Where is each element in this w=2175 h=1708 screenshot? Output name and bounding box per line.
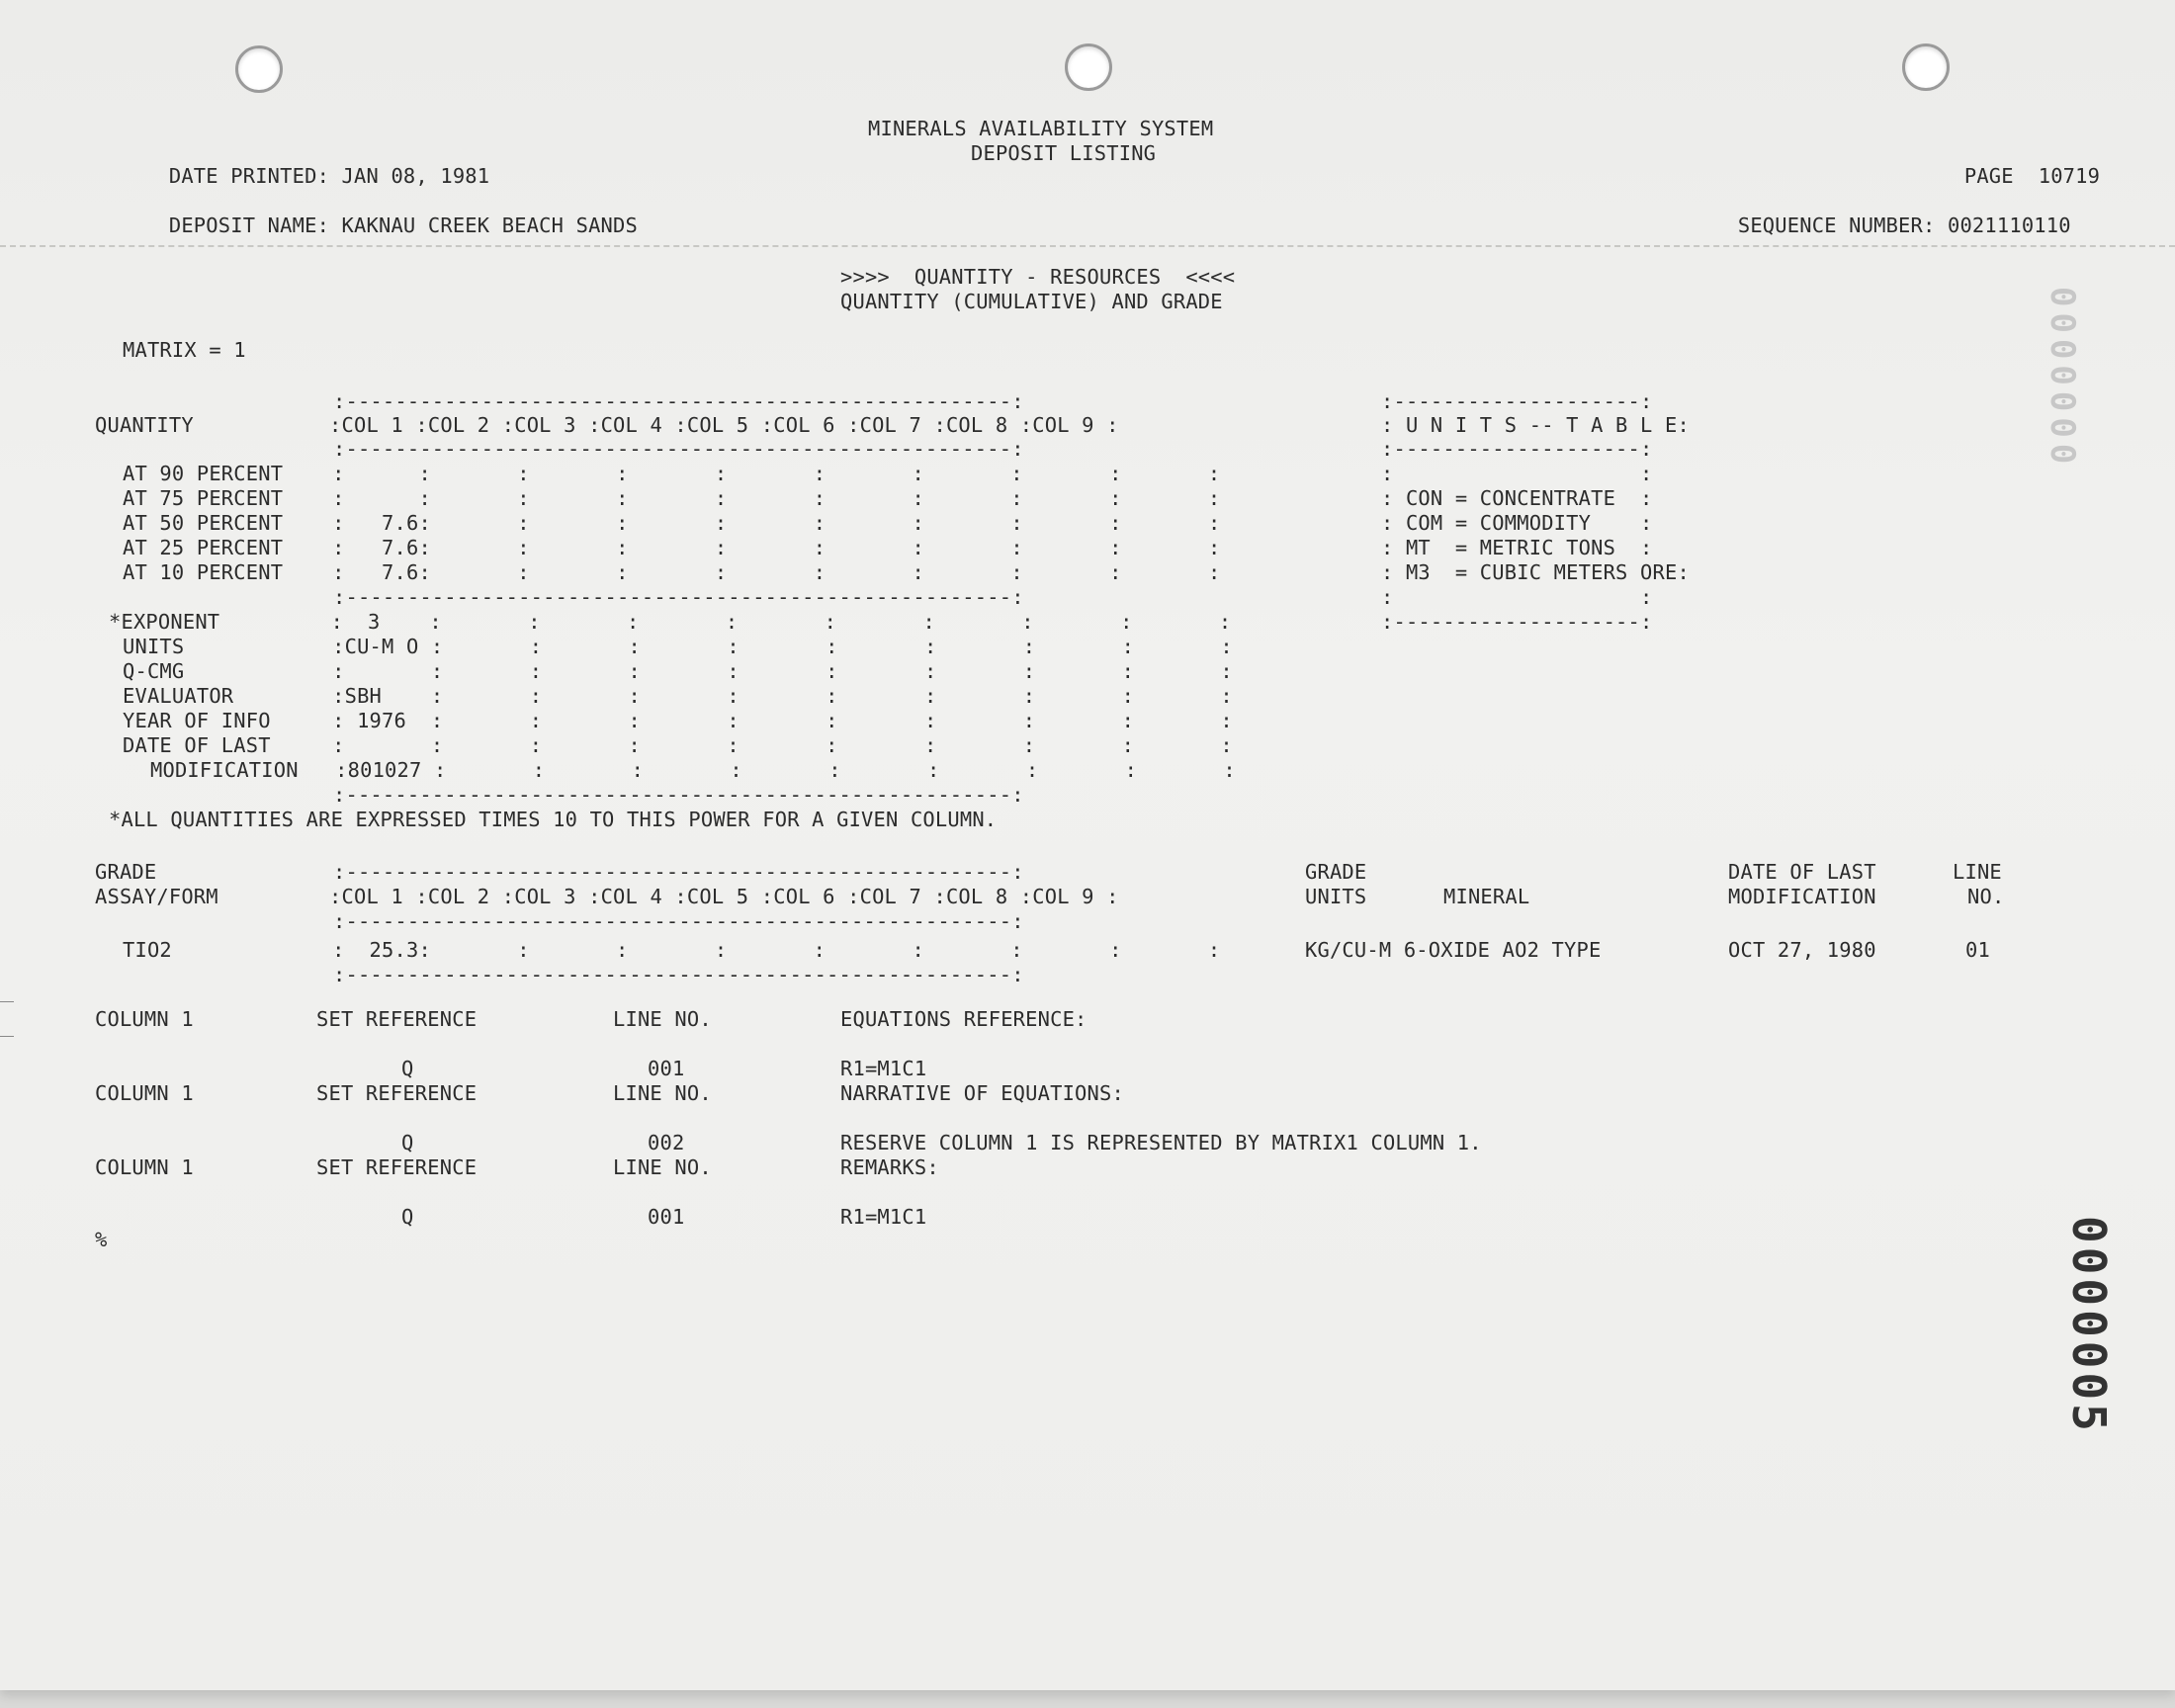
- units-label: UNITS: [1305, 885, 1367, 908]
- section-subtitle: QUANTITY (CUMULATIVE) AND GRADE: [840, 290, 1223, 313]
- attribute-value: 3: [368, 610, 381, 634]
- end-of-listing-mark: %: [95, 1228, 108, 1251]
- grade-rule: :------------------------------------------------------:: [333, 963, 1024, 986]
- grade-row: TIO2 : 25.3: : : : : : : : :: [123, 938, 1221, 962]
- assay-form-label: ASSAY/FORM: [95, 885, 218, 908]
- grade-rule: :------------------------------------------------------:: [333, 909, 1024, 933]
- modification-date: OCT 27, 1980: [1728, 938, 1876, 962]
- set-reference-value: Q: [401, 1057, 414, 1080]
- attribute-value: CU-M O: [344, 635, 419, 658]
- reference-column: COLUMN 1: [95, 1007, 194, 1031]
- line-no-value: 001: [648, 1205, 685, 1229]
- column-header-8: COL 8: [945, 413, 1008, 437]
- line-no-label: LINE NO.: [613, 1081, 712, 1105]
- attribute-value: 1976: [357, 709, 406, 732]
- left-edge-mark: [0, 1001, 14, 1002]
- reference-column: COLUMN 1: [95, 1155, 194, 1179]
- units-entry-text: COM = COMMODITY: [1405, 511, 1592, 535]
- grade-column-header-9: COL 9: [1032, 885, 1094, 908]
- row-label: AT 90 PERCENT: [123, 462, 284, 485]
- attribute-value: SBH: [344, 684, 383, 708]
- page-stamp: 0000005: [2062, 1216, 2116, 1435]
- attribute-row: UNITS :CU-M O : : : : : : : : :: [123, 635, 1233, 658]
- attribute-label: *EXPONENT: [109, 610, 220, 634]
- line-no-value: 002: [648, 1131, 685, 1154]
- quantity-row: AT 75 PERCENT : : : : : : : : : :: [123, 486, 1221, 510]
- attribute-label: Q-CMG: [123, 659, 185, 683]
- faint-page-stamp: 0000000: [2043, 287, 2082, 470]
- line-number: 01: [1965, 938, 1990, 962]
- system-title: MINERALS AVAILABILITY SYSTEM: [868, 117, 1214, 140]
- units-entry-text: M3 = CUBIC METERS ORE: [1405, 560, 1678, 584]
- line-no-label: LINE NO.: [613, 1007, 712, 1031]
- grade-column-header-7: COL 7: [859, 885, 921, 908]
- set-reference-value: Q: [401, 1205, 414, 1229]
- table-rule: :------------------------------------------------------:: [333, 585, 1024, 609]
- binder-hole-center: [1065, 43, 1112, 91]
- attribute-value: 801027: [347, 758, 422, 782]
- reference-column: COLUMN 1: [95, 1081, 194, 1105]
- attribute-label: MODIFICATION: [150, 758, 299, 782]
- grade-rule: :------------------------------------------------------:: [333, 860, 1024, 884]
- column-header-3: COL 3: [514, 413, 576, 437]
- grade-label: GRADE: [95, 860, 157, 884]
- grade-column-header-5: COL 5: [686, 885, 749, 908]
- set-reference-label: SET REFERENCE: [316, 1007, 478, 1031]
- set-reference-value: Q: [401, 1131, 414, 1154]
- units-entry: : MT = METRIC TONS :: [1381, 536, 1653, 559]
- date-printed: JAN 08, 1981: [341, 164, 490, 188]
- grade-column-header-6: COL 6: [773, 885, 835, 908]
- reference-text: R1=M1C1: [840, 1205, 927, 1229]
- units-blank-row: : :: [1381, 585, 1653, 609]
- table-rule: :------------------------------------------------------:: [333, 783, 1024, 807]
- set-reference-label: SET REFERENCE: [316, 1155, 478, 1179]
- quantity-header-row: QUANTITY :COL 1 :COL 2 :COL 3 :COL 4 :COL 5 :COL 6 :COL 7 :COL 8 :COL 9 :: [95, 413, 1119, 437]
- set-reference-label: SET REFERENCE: [316, 1081, 478, 1105]
- row-label: AT 10 PERCENT: [123, 560, 284, 584]
- grade-column-header-1: COL 1: [341, 885, 403, 908]
- line-no-label: LINE NO.: [613, 1155, 712, 1179]
- attribute-row: DATE OF LAST : : : : : : : : : :: [123, 733, 1233, 757]
- row-label: AT 75 PERCENT: [123, 486, 284, 510]
- grade-units-label: GRADE: [1305, 860, 1367, 884]
- row-label: AT 25 PERCENT: [123, 536, 284, 559]
- quantity-row: AT 90 PERCENT : : : : : : : : : :: [123, 462, 1221, 485]
- attribute-row: Q-CMG : : : : : : : : : :: [123, 659, 1233, 683]
- grade-col1-value: 25.3: [369, 938, 419, 962]
- units-entry-text: CON = CONCENTRATE: [1405, 486, 1616, 510]
- sequence-label: SEQUENCE NUMBER:: [1737, 214, 1936, 237]
- grade-column-header-4: COL 4: [600, 885, 662, 908]
- column-header-9: COL 9: [1032, 413, 1094, 437]
- listing-title: DEPOSIT LISTING: [971, 141, 1157, 165]
- table-rule: :------------------------------------------------------:: [333, 389, 1024, 413]
- units-entry: : M3 = CUBIC METERS ORE:: [1381, 560, 1690, 584]
- reference-heading: EQUATIONS REFERENCE:: [840, 1007, 1088, 1031]
- mineral: 6-OXIDE AO2 TYPE: [1403, 938, 1602, 962]
- col1-value: 7.6: [382, 560, 419, 584]
- section-title: >>>> QUANTITY - RESOURCES <<<<: [840, 265, 1236, 289]
- matrix-label: MATRIX = 1: [123, 338, 246, 362]
- grade-column-header-3: COL 3: [514, 885, 576, 908]
- column-header-5: COL 5: [686, 413, 749, 437]
- exponent-footnote: *ALL QUANTITIES ARE EXPRESSED TIMES 10 TO THIS POWER FOR A GIVEN COLUMN.: [109, 808, 998, 831]
- reference-heading: REMARKS:: [840, 1155, 939, 1179]
- date-of-last-label: DATE OF LAST: [1728, 860, 1876, 884]
- quantity-label: QUANTITY: [95, 413, 194, 437]
- attribute-row: *EXPONENT : 3 : : : : : : : : :: [109, 610, 1232, 634]
- page-label: PAGE: [1963, 164, 2014, 188]
- units-rule: :--------------------:: [1381, 389, 1653, 413]
- quantity-row: AT 10 PERCENT : 7.6: : : : : : : : :: [123, 560, 1221, 584]
- binder-hole-left: [235, 45, 283, 93]
- col1-value: 7.6: [382, 511, 419, 535]
- line-label: LINE: [1953, 860, 2002, 884]
- units-rule: :--------------------:: [1381, 437, 1653, 461]
- units-entry-text: MT = METRIC TONS: [1405, 536, 1616, 559]
- attribute-row: MODIFICATION :801027 : : : : : : : : :: [150, 758, 1236, 782]
- binder-hole-right: [1902, 43, 1950, 91]
- sequence-number: 0021110110: [1947, 214, 2071, 237]
- table-rule: :------------------------------------------------------:: [333, 437, 1024, 461]
- grade-column-header-8: COL 8: [945, 885, 1008, 908]
- deposit-name: KAKNAU CREEK BEACH SANDS: [341, 214, 638, 237]
- modification-label: MODIFICATION: [1728, 885, 1876, 908]
- column-header-7: COL 7: [859, 413, 921, 437]
- column-header-1: COL 1: [341, 413, 403, 437]
- attribute-label: UNITS: [123, 635, 185, 658]
- col1-value: 7.6: [382, 536, 419, 559]
- attribute-row: YEAR OF INFO : 1976 : : : : : : : : :: [123, 709, 1233, 732]
- units-entry: : CON = CONCENTRATE :: [1381, 486, 1653, 510]
- row-label: AT 50 PERCENT: [123, 511, 284, 535]
- mineral-label: MINERAL: [1443, 885, 1530, 908]
- quantity-row: AT 50 PERCENT : 7.6: : : : : : : : :: [123, 511, 1221, 535]
- line-no-value: 001: [648, 1057, 685, 1080]
- page-number: 10719: [2038, 164, 2101, 188]
- line-no-label: NO.: [1967, 885, 2005, 908]
- grade-detail: [1305, 938, 1601, 963]
- column-header-4: COL 4: [600, 413, 662, 437]
- units-blank-row: : :: [1381, 462, 1653, 485]
- attribute-label: DATE OF LAST: [123, 733, 271, 757]
- left-edge-mark: [0, 1036, 14, 1037]
- attribute-label: YEAR OF INFO: [123, 709, 271, 732]
- attribute-label: EVALUATOR: [123, 684, 234, 708]
- quantity-row: AT 25 PERCENT : 7.6: : : : : : : : :: [123, 536, 1221, 559]
- reference-text: RESERVE COLUMN 1 IS REPRESENTED BY MATRIX1 COLUMN 1.: [840, 1131, 1482, 1154]
- units-title: U N I T S -- T A B L E: [1405, 413, 1678, 437]
- units-title-row: : U N I T S -- T A B L E:: [1381, 413, 1690, 437]
- reference-text: R1=M1C1: [840, 1057, 927, 1080]
- units-rule: :--------------------:: [1381, 610, 1653, 634]
- reference-heading: NARRATIVE OF EQUATIONS:: [840, 1081, 1124, 1105]
- column-header-2: COL 2: [427, 413, 490, 437]
- attribute-row: EVALUATOR :SBH : : : : : : : : :: [123, 684, 1233, 708]
- assay-form: TIO2: [123, 938, 172, 962]
- date-printed-label: DATE PRINTED:: [168, 164, 330, 188]
- deposit-name-label: DEPOSIT NAME:: [168, 214, 330, 237]
- column-header-6: COL 6: [773, 413, 835, 437]
- grade-column-header-2: COL 2: [427, 885, 490, 908]
- grade-units: KG/CU-M: [1305, 938, 1392, 962]
- units-entry: : COM = COMMODITY :: [1381, 511, 1653, 535]
- grade-header-row: ASSAY/FORM :COL 1 :COL 2 :COL 3 :COL 4 :COL 5 :COL 6 :COL 7 :COL 8 :COL 9 :: [95, 885, 1119, 908]
